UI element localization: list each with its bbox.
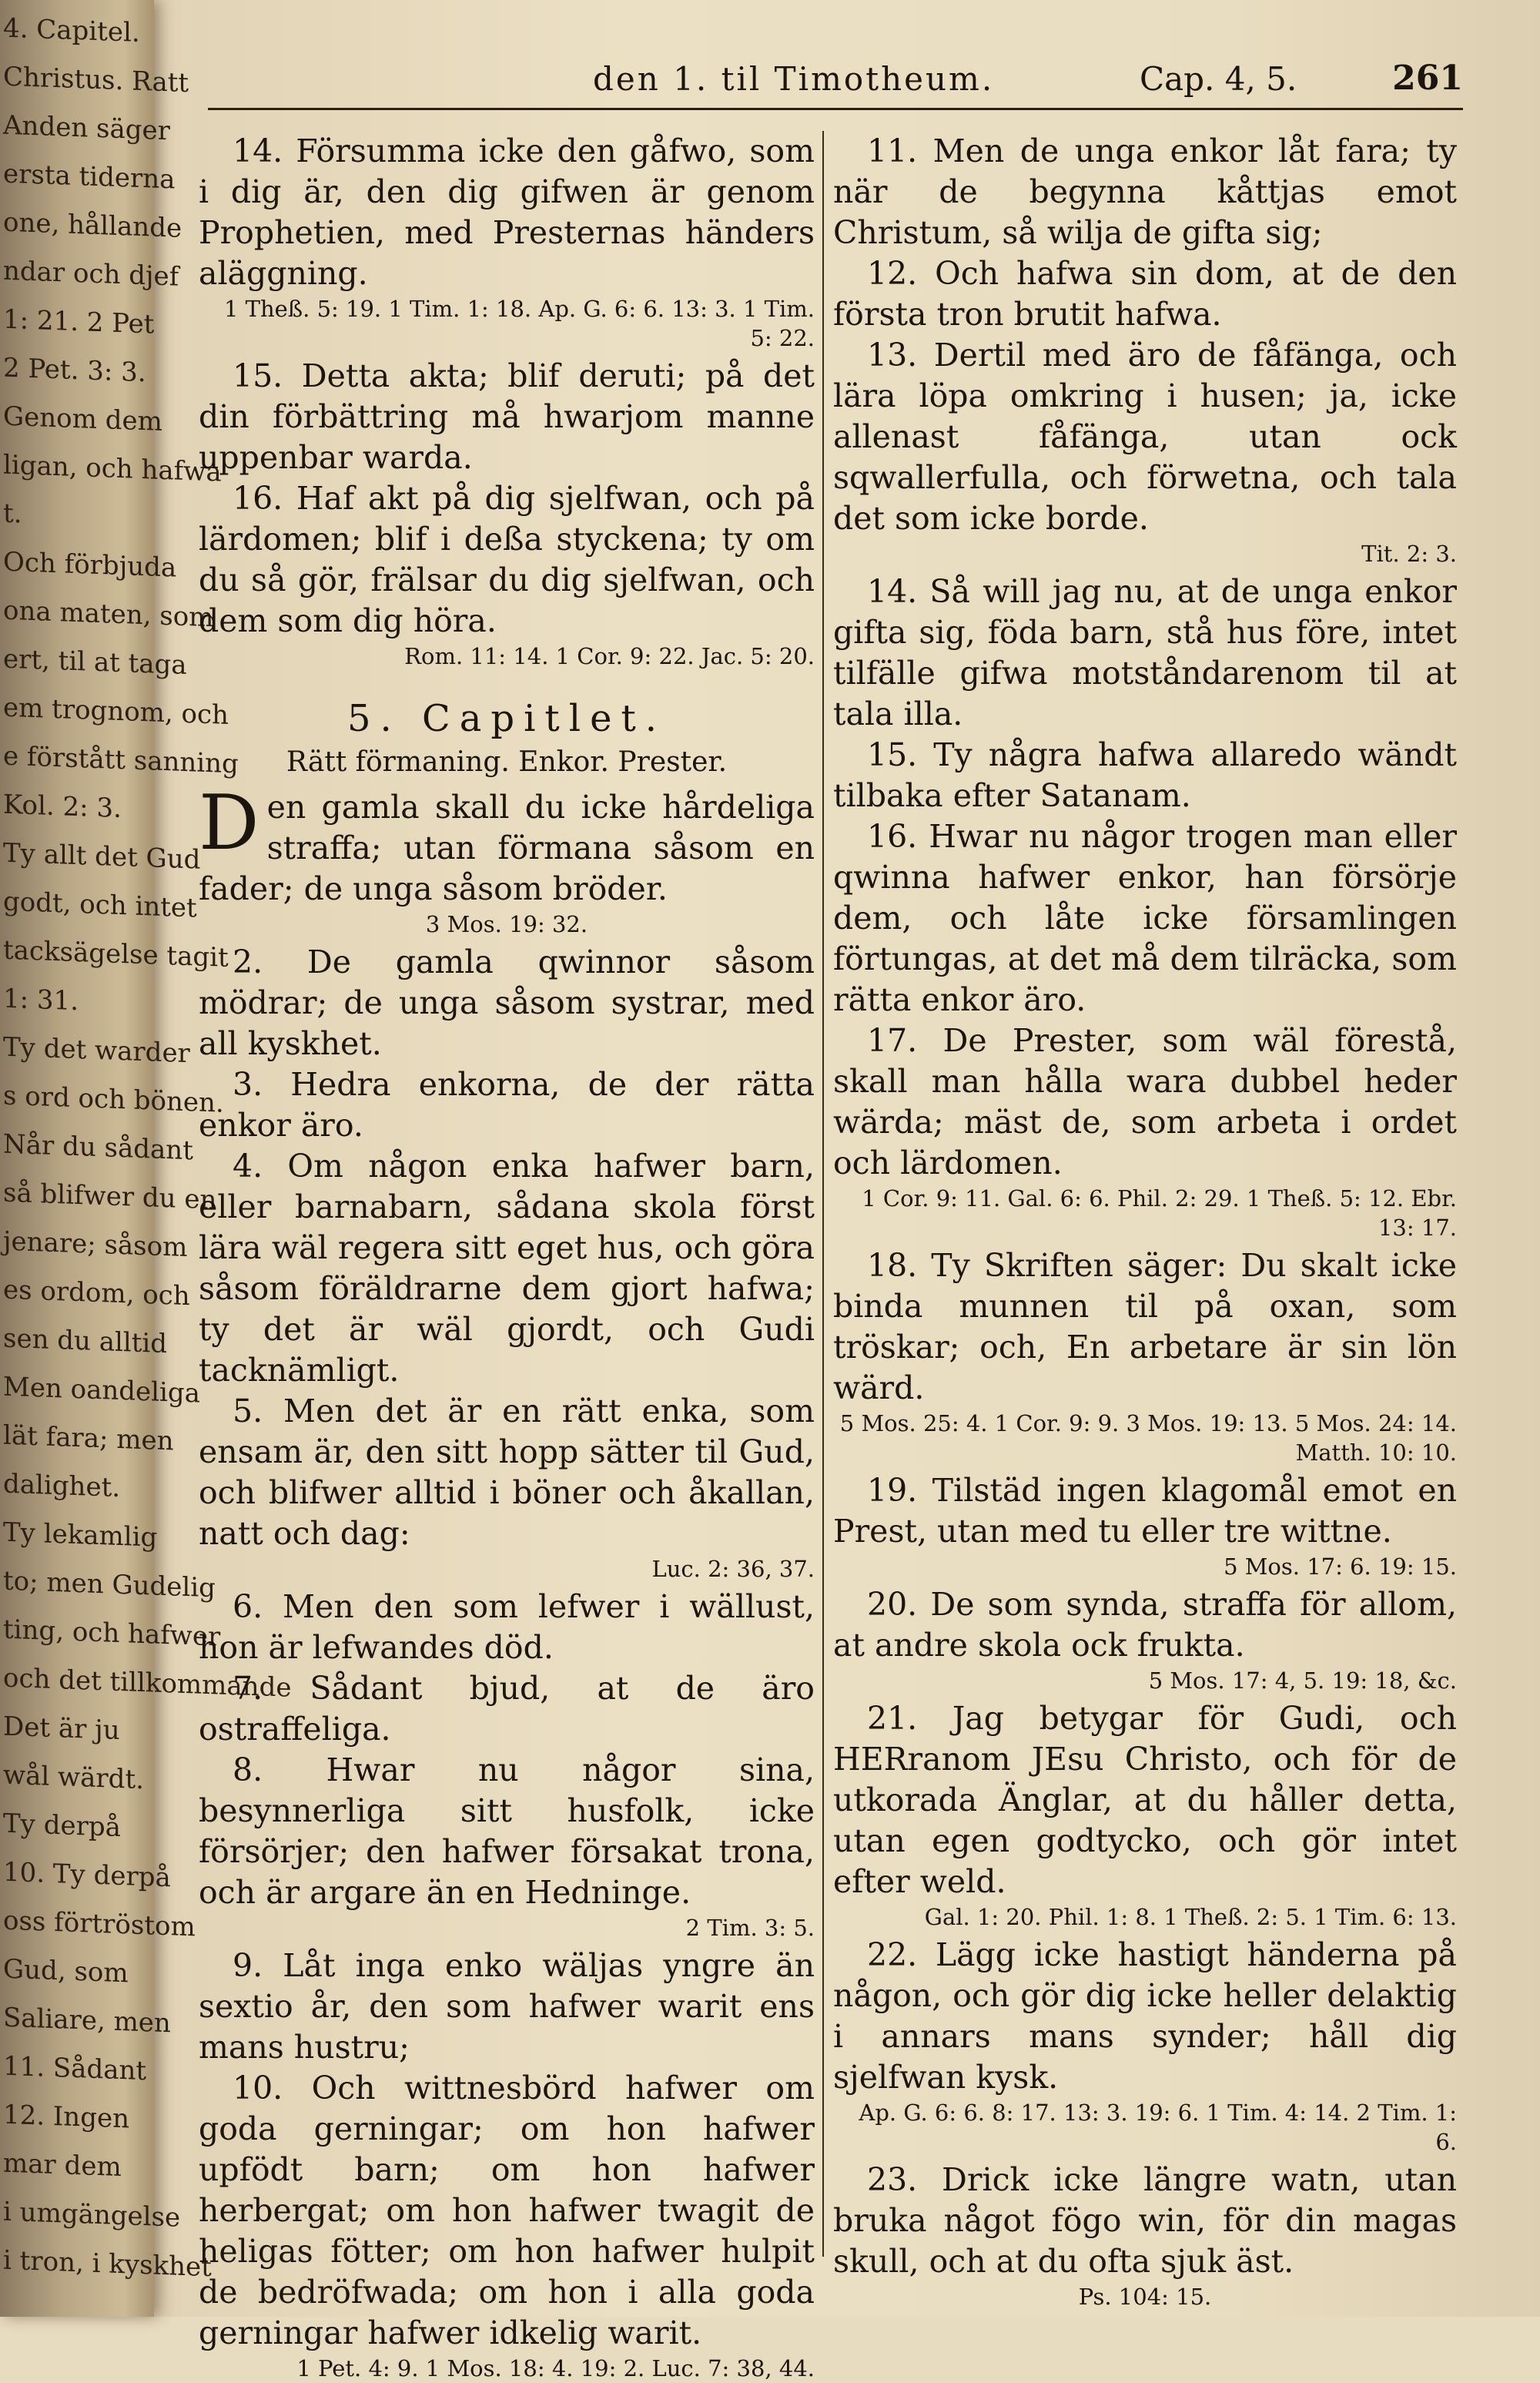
previous-page-fragment: t. bbox=[3, 498, 22, 530]
previous-page-fragment: to; men Gudelig bbox=[3, 1565, 216, 1604]
previous-page-fragment: one, hållande bbox=[3, 206, 182, 244]
verse-5-6: 6. Men den som lefwer i wällust, hon är lefwandes död. bbox=[199, 1588, 815, 1666]
verse-5-10: 10. Och wittnesbörd hafwer om goda gerningar; om hon hafwer upfödt barn; om hon hafwer herbergat; om hon hafwer twagit de heligas fötter; om hon hafwer hulpit de bedröfwada; om hon i alla goda gerningar hafwer idkelig warit. bbox=[199, 2070, 815, 2351]
page-number: 261 bbox=[1392, 59, 1463, 98]
cross-reference: 1 Cor. 9: 11. Gal. 6: 6. Phil. 2: 29. 1 Theß. 5: 12. Ebr. 13: 17. bbox=[862, 1185, 1457, 1241]
previous-page-fragment: 12. Ingen bbox=[3, 2099, 129, 2135]
previous-page-fragment: 1: 31. bbox=[3, 983, 79, 1017]
previous-page-fragment: 4. Capitel. bbox=[3, 12, 140, 49]
previous-page-fragment: Och förbjuda bbox=[3, 546, 177, 584]
previous-page-fragment: ligan, och hafwa bbox=[3, 449, 222, 488]
cross-reference: 1 Theß. 5: 19. 1 Tim. 1: 18. Ap. G. 6: 6. 13: 3. 1 Tim. 5: 22. bbox=[223, 296, 815, 351]
previous-page-fragment: 1: 21. 2 Pet bbox=[3, 303, 155, 340]
previous-page-fragment: jenare; såsom bbox=[3, 1225, 188, 1264]
verse-5-7: 7. Sådant bjud, at de äro ostraffeliga. bbox=[199, 1670, 815, 1748]
column-divider bbox=[822, 131, 824, 2257]
verse-5-23: 23. Drick icke längre watn, utan bruka något fögo win, för din magas skull, och at du ofta sjuk äst. bbox=[833, 2161, 1457, 2280]
verse-5-11: 11. Men de unga enkor låt fara; ty när de begynna kåttjas emot Christum, så wilja de gifta sig; bbox=[833, 132, 1457, 251]
verse-5-1 bbox=[199, 779, 815, 910]
previous-page-fragment: Ty det warder bbox=[3, 1031, 190, 1070]
previous-page-fragment: Genom dem bbox=[3, 401, 162, 437]
verse-5-16: 16. Hwar nu någor trogen man eller qwinna hafwer enkor, han försörje dem, och låte icke församlingen förtungas, at det må dem tilräcka, som rätta enkor äro. bbox=[833, 818, 1457, 1018]
verse-5-3: 3. Hedra enkorna, de der rätta enkor äro. bbox=[199, 1066, 815, 1144]
previous-page-fragment: dalighet. bbox=[3, 1468, 121, 1503]
previous-page-fragment: es ordom, och bbox=[3, 1274, 190, 1312]
previous-page-fragment: Ty lekamlig bbox=[3, 1517, 158, 1553]
verse-5-2: 2. De gamla qwinnor såsom mödrar; de unga såsom systrar, med all kyskhet. bbox=[199, 943, 815, 1062]
previous-page-fragment: Gud, som bbox=[3, 1953, 129, 1989]
previous-page-fragment: 11. Sådant bbox=[3, 2050, 147, 2087]
cross-reference: Luc. 2: 36, 37. bbox=[651, 1556, 815, 1582]
previous-page-fragment: Men oandeliga bbox=[3, 1371, 200, 1409]
verse-5-21: 21. Jag betygar för Gudi, och HERranom JEsu Christo, och för de utkorada Änglar, at du håller detta, utan egen godtycko, och gör intet efter weld. bbox=[833, 1700, 1457, 1900]
previous-page-fragment: i tron, i kyskhet bbox=[3, 2244, 212, 2284]
chapter-title: 5. Capitlet. bbox=[346, 697, 667, 740]
right-column bbox=[833, 131, 1457, 2310]
verse-5-22: 22. Lägg icke hastigt händerna på någon, och gör dig icke heller delaktig i annars mans synder; håll dig sjelfwan kysk. bbox=[833, 1936, 1457, 2096]
previous-page-fragment: 10. Ty derpå bbox=[3, 1856, 171, 1894]
previous-page-fragment: ndar och djef bbox=[3, 255, 179, 293]
verse-4-15: 15. Detta akta; blif deruti; på det din förbättring må hwarjom manne uppenbar warda. bbox=[199, 357, 815, 476]
previous-page-fragment: ert, til at taga bbox=[3, 643, 187, 682]
previous-page-fragment: oss förtröstom bbox=[3, 1905, 196, 1943]
previous-page-fragment: sen du alltid bbox=[3, 1322, 168, 1360]
verse-5-8: 8. Hwar nu någor sina, besynnerliga sitt husfolk, icke försörjer; den hafwer försakat trona, och är argare än en Hedninge. bbox=[199, 1751, 815, 1911]
left-column bbox=[199, 131, 815, 2381]
previous-page-fragment: s ord och bönen. bbox=[3, 1080, 224, 1119]
verse-5-4: 4. Om någon enka hafwer barn, eller barnabarn, sådana skola först lära wäl regera sitt eget hus, och göra såsom föräldrarne dem gjort hafwa; ty det är wäl gjordt, och Gudi tacknämligt. bbox=[199, 1148, 815, 1389]
previous-page-fragment: Når du sådant bbox=[3, 1128, 193, 1167]
verse-4-16: 16. Haf akt på dig sjelfwan, och på lärdomen; blif i deßa styckena; ty om du så gör, frälsar du dig sjelfwan, och dem som dig höra. bbox=[199, 480, 815, 639]
previous-page-fragment: ersta tiderna bbox=[3, 158, 176, 196]
verse-5-19: 19. Tilstäd ingen klagomål emot en Prest, utan med tu eller tre wittne. bbox=[833, 1472, 1457, 1550]
previous-page-fragment: em trognom, och bbox=[3, 692, 229, 731]
previous-page-fragment: så blifwer du en bbox=[3, 1177, 217, 1216]
previous-page-fragment: Saliare, men bbox=[3, 2002, 171, 2039]
cross-reference: 3 Mos. 19: 32. bbox=[425, 911, 588, 937]
verse-4-14: 14. Försumma icke den gåfwo, som i dig är, den dig gifwen är genom Prophetien, med Presternas händers aläggning. bbox=[199, 132, 815, 292]
verse-5-1-text: en gamla skall du icke hårdeliga straffa; utan förmana såsom en fader; de unga såsom bröder. bbox=[199, 789, 815, 907]
previous-page-fragment: Ty allt det Gud bbox=[3, 837, 201, 876]
previous-page-fragment: 2 Pet. 3: 3. bbox=[3, 352, 146, 389]
previous-page-fragment: wål wärdt. bbox=[3, 1759, 144, 1796]
cross-reference: 5 Mos. 25: 4. 1 Cor. 9: 9. 3 Mos. 19: 13. 5 Mos. 24: 14. Matth. 10: 10. bbox=[839, 1410, 1457, 1466]
chapter-summary: Rätt förmaning. Enkor. Prester. bbox=[286, 746, 728, 778]
previous-page-fragment: godt, och intet bbox=[3, 886, 197, 924]
running-header bbox=[208, 54, 1463, 110]
verse-5-5: 5. Men det är en rätt enka, som ensam är, den sitt hopp sätter til Gud, och blifwer alltid i böner och åkallan, natt och dag: bbox=[199, 1393, 815, 1552]
cross-reference: 1 Pet. 4: 9. 1 Mos. 18: 4. 19: 2. Luc. 7: 38, 44. bbox=[296, 2355, 815, 2381]
previous-page-fragment: Kol. 2: 3. bbox=[3, 789, 122, 825]
cross-reference: 5 Mos. 17: 4, 5. 19: 18, &c. bbox=[1148, 1667, 1457, 1694]
verse-5-17: 17. De Prester, som wäl förestå, skall man hålla wara dubbel heder wärda; mäst de, som arbeta i ordet och lärdomen. bbox=[833, 1022, 1457, 1181]
previous-page-fragment: Anden säger bbox=[3, 109, 170, 147]
previous-page-fragment: Ty derpå bbox=[3, 1808, 121, 1844]
previous-page-fragment: Det är ju bbox=[3, 1711, 120, 1746]
previous-page-fragment: ting, och hafwer bbox=[3, 1614, 221, 1653]
verse-5-14: 14. Så will jag nu, at de unga enkor gifta sig, föda barn, stå hus före, intet tilfälle gifwa motståndarenom til at tala illa. bbox=[833, 573, 1457, 732]
cross-reference: Tit. 2: 3. bbox=[1361, 541, 1457, 567]
cross-reference: 2 Tim. 3: 5. bbox=[685, 1915, 815, 1941]
previous-page-fragment: e förstått sanning bbox=[3, 740, 239, 780]
verse-5-9: 9. Låt inga enko wäljas yngre än sextio år, den som hafwer warit ens mans hustru; bbox=[199, 1947, 815, 2066]
previous-page-fragment: ona maten, som bbox=[3, 595, 214, 634]
previous-page-fragment: i umgängelse bbox=[3, 2196, 181, 2234]
previous-page-fragment: tacksägelse tagit bbox=[3, 934, 229, 974]
verse-5-18: 18. Ty Skriften säger: Du skalt icke binda munnen til på oxan, som tröskar; och, En arbetare är sin lön wärd. bbox=[833, 1247, 1457, 1406]
header-chapter: Cap. 4, 5. bbox=[1140, 60, 1297, 98]
header-title: den 1. til Timotheum. bbox=[593, 60, 995, 98]
drop-cap: D bbox=[199, 779, 259, 867]
cross-reference: 5 Mos. 17: 6. 19: 15. bbox=[1224, 1553, 1457, 1580]
previous-page-edge bbox=[0, 0, 292, 2317]
previous-page-fragment: lät fara; men bbox=[3, 1419, 174, 1457]
verse-5-20: 20. De som synda, straffa för allom, at andre skola ock frukta. bbox=[833, 1586, 1457, 1664]
verse-5-13: 13. Dertil med äro de fåfänga, och lära löpa omkring i husen; ja, icke allenast fåfänga, utan ock sqwallerfulla, och förwetna, och tala det som icke borde. bbox=[833, 337, 1457, 537]
previous-page-fragment: mar dem bbox=[3, 2147, 122, 2184]
cross-reference: Ps. 104: 15. bbox=[1078, 2284, 1212, 2310]
previous-page-fragment: Christus. Ratt bbox=[3, 61, 189, 99]
previous-page-fragment: och det tillkommande bbox=[3, 1662, 292, 1704]
verse-5-12: 12. Och hafwa sin dom, at de den första tron brutit hafwa. bbox=[833, 255, 1457, 333]
verse-5-15: 15. Ty några hafwa allaredo wändt tilbaka efter Satanam. bbox=[833, 736, 1457, 814]
cross-reference: Gal. 1: 20. Phil. 1: 8. 1 Theß. 2: 5. 1 Tim. 6: 13. bbox=[924, 1904, 1457, 1930]
cross-reference: Rom. 11: 14. 1 Cor. 9: 22. Jac. 5: 20. bbox=[404, 643, 815, 669]
cross-reference: Ap. G. 6: 6. 8: 17. 13: 3. 19: 6. 1 Tim. 4: 14. 2 Tim. 1: 6. bbox=[859, 2100, 1457, 2155]
